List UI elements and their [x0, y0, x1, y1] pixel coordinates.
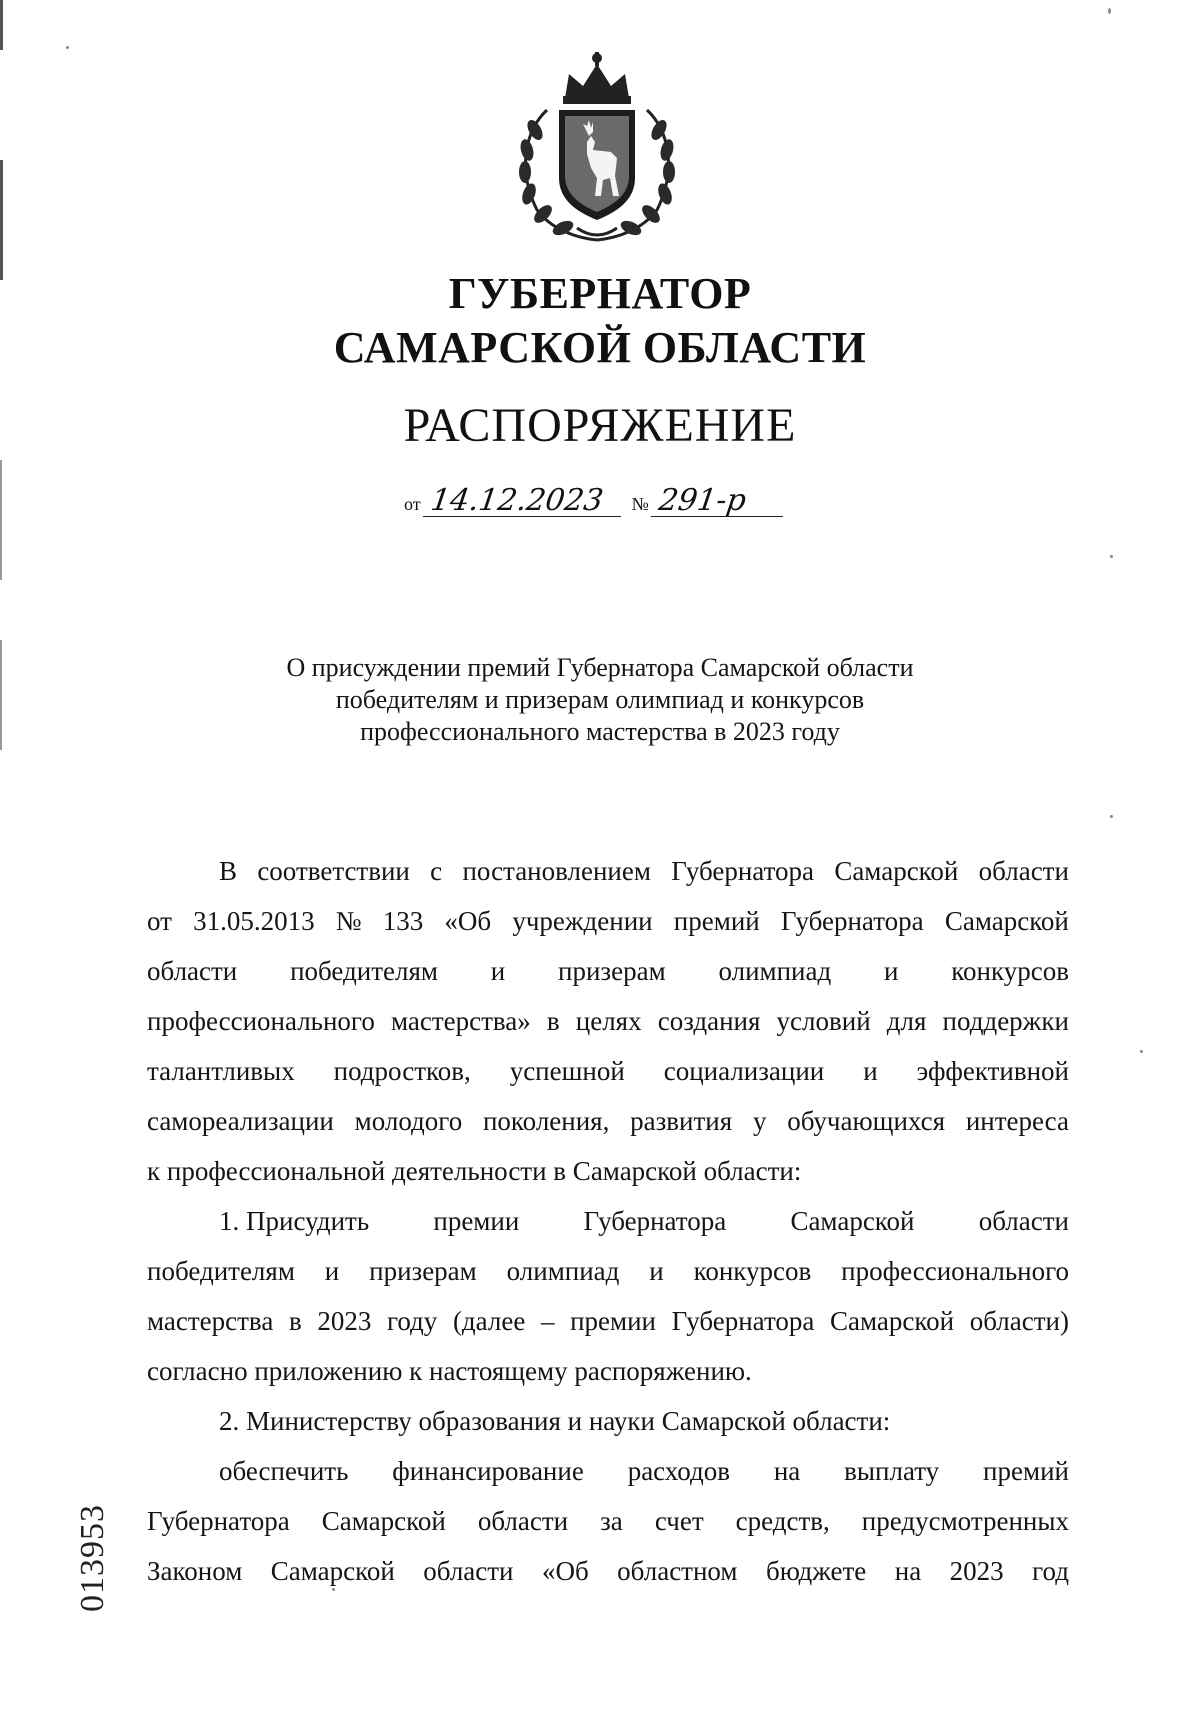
word: и [863, 1056, 878, 1086]
word: с [430, 856, 443, 886]
document-type-title: РАСПОРЯЖЕНИЕ [403, 399, 797, 452]
paragraph-line [147, 1046, 1069, 1096]
word: поколения, [482, 1106, 610, 1136]
number-value-handwritten: 291-р [651, 486, 787, 517]
word: «Об [444, 906, 492, 936]
word: олимпиад [506, 1256, 620, 1286]
word: 31.05.2013 [193, 906, 315, 936]
word: конкурсов [693, 1256, 812, 1286]
paragraph-line [147, 896, 1069, 946]
word: Самарской [944, 906, 1069, 936]
paragraph-subitem [147, 1446, 1069, 1596]
word: (далее [452, 1306, 526, 1336]
paragraph-line [147, 1096, 1069, 1146]
word: от [147, 906, 172, 936]
word: Самарской [321, 1506, 446, 1536]
word: целях [575, 1006, 642, 1036]
word: подростков, [333, 1056, 471, 1086]
word: конкурсов [951, 956, 1069, 986]
word: 133 [382, 906, 424, 936]
scan-speck [1108, 8, 1111, 14]
word: Губернатора [780, 906, 924, 936]
word: области [147, 956, 238, 986]
issuer-title: ГУБЕРНАТОР [448, 269, 752, 318]
scan-speck [1110, 555, 1113, 558]
paragraph-line [147, 1296, 1069, 1346]
word: молодого [354, 1106, 463, 1136]
paragraph-line [147, 1496, 1069, 1546]
word: 1. Присудить [219, 1206, 370, 1236]
word: развития [630, 1106, 733, 1136]
issuer-region: САМАРСКОЙ ОБЛАСТИ [333, 323, 867, 372]
word: – [540, 1306, 555, 1336]
word: средств, [735, 1506, 830, 1536]
date-value-handwritten: 14.12.2023 [423, 486, 625, 517]
margin-serial-number: 013953 [74, 1504, 111, 1612]
word: расходов [627, 1456, 730, 1486]
word: победителям [147, 1256, 295, 1286]
document-body [147, 846, 1069, 1596]
word: в [288, 1306, 302, 1336]
word: призерам [558, 956, 666, 986]
word: В [219, 856, 238, 886]
subject-line: победителям и призерам олимпиад и конкурсов [335, 685, 865, 714]
word: эффективной [916, 1056, 1069, 1086]
word: социализации [663, 1056, 825, 1086]
coat-of-arms-emblem [507, 50, 687, 245]
word: успешной [509, 1056, 625, 1086]
document-subject [250, 652, 950, 748]
word: области) [969, 1306, 1069, 1336]
word: и [324, 1256, 340, 1286]
scan-edge-mark [0, 0, 3, 50]
word: создания [657, 1006, 761, 1036]
word: области [978, 856, 1069, 886]
paragraph-line [147, 1446, 1069, 1496]
scan-speck [1110, 815, 1113, 818]
word: области [423, 1556, 514, 1586]
paragraph-line [147, 1546, 1069, 1596]
word: у [752, 1106, 767, 1136]
scan-speck [66, 46, 69, 49]
paragraph-line: к профессиональной деятельности в Самарской области: [147, 1156, 802, 1186]
word: победителям [290, 956, 438, 986]
word: соответствии [257, 856, 410, 886]
word: на [773, 1456, 801, 1486]
word: премий [983, 1456, 1069, 1486]
word: условий [776, 1006, 871, 1036]
word: 2023 [949, 1556, 1004, 1586]
paragraph-item-1 [147, 1196, 1069, 1346]
word: олимпиад [718, 956, 832, 986]
word: премии [570, 1306, 657, 1336]
word: мастерства [147, 1306, 274, 1336]
word: финансирование [392, 1456, 584, 1486]
number-prefix: № [631, 494, 649, 514]
word: области [477, 1506, 569, 1536]
paragraph-line [147, 1246, 1069, 1296]
word: обучающихся [787, 1106, 946, 1136]
word: выплату [844, 1456, 940, 1486]
word: на [894, 1556, 922, 1586]
word: премии [433, 1206, 520, 1236]
word: и [884, 956, 899, 986]
paragraph-item-2: 2. Министерству образования и науки Самарской области: [219, 1406, 891, 1436]
word: призерам [369, 1256, 477, 1286]
scan-edge-mark [0, 160, 3, 280]
word: предусмотренных [861, 1506, 1069, 1536]
paragraph-line: согласно приложению к настоящему распоряжению. [147, 1356, 752, 1386]
date-prefix: от [404, 494, 421, 514]
word: постановлением [462, 856, 651, 886]
paragraph-line [147, 996, 1069, 1046]
word: год [1032, 1556, 1069, 1586]
word: году [386, 1306, 438, 1336]
paragraph-line [147, 1196, 1069, 1246]
scan-edge-mark [0, 640, 2, 750]
word: «Об [541, 1556, 589, 1586]
subject-line: профессионального мастерства в 2023 году [360, 717, 840, 746]
word: поддержки [942, 1006, 1069, 1036]
word: Самарской [834, 856, 959, 886]
word: профессионального [147, 1006, 375, 1036]
word: бюджете [765, 1556, 867, 1586]
word: области [978, 1206, 1069, 1236]
word: счет [654, 1506, 704, 1536]
paragraph-line [147, 946, 1069, 996]
word: в [546, 1006, 560, 1036]
paragraph-preamble [147, 846, 1069, 1146]
word: Губернатора [671, 1306, 815, 1336]
word: премий [673, 906, 760, 936]
word: 2023 [317, 1306, 372, 1336]
word: Самарской [830, 1306, 955, 1336]
word: Самарской [790, 1206, 915, 1236]
word: Губернатора [671, 856, 815, 886]
word: мастерства» [390, 1006, 531, 1036]
word: для [886, 1006, 927, 1036]
word: Губернатора [583, 1206, 727, 1236]
word: Самарской [270, 1556, 395, 1586]
word: Законом [147, 1556, 243, 1586]
word: № [335, 906, 362, 936]
word: интереса [965, 1106, 1069, 1136]
word: за [600, 1506, 623, 1536]
word: талантливых [147, 1056, 295, 1086]
word: Губернатора [147, 1506, 290, 1536]
word: учреждении [512, 906, 653, 936]
word: обеспечить [219, 1456, 349, 1486]
registration-line [404, 483, 785, 518]
scan-edge-mark [0, 460, 2, 580]
scan-speck [1140, 1050, 1143, 1053]
word: профессионального [841, 1256, 1069, 1286]
word: и [490, 956, 506, 986]
subject-line: О присуждении премий Губернатора Самарской области [286, 653, 914, 682]
paragraph-line [147, 846, 1069, 896]
word: областном [617, 1556, 738, 1586]
word: самореализации [147, 1106, 334, 1136]
word: и [649, 1256, 664, 1286]
